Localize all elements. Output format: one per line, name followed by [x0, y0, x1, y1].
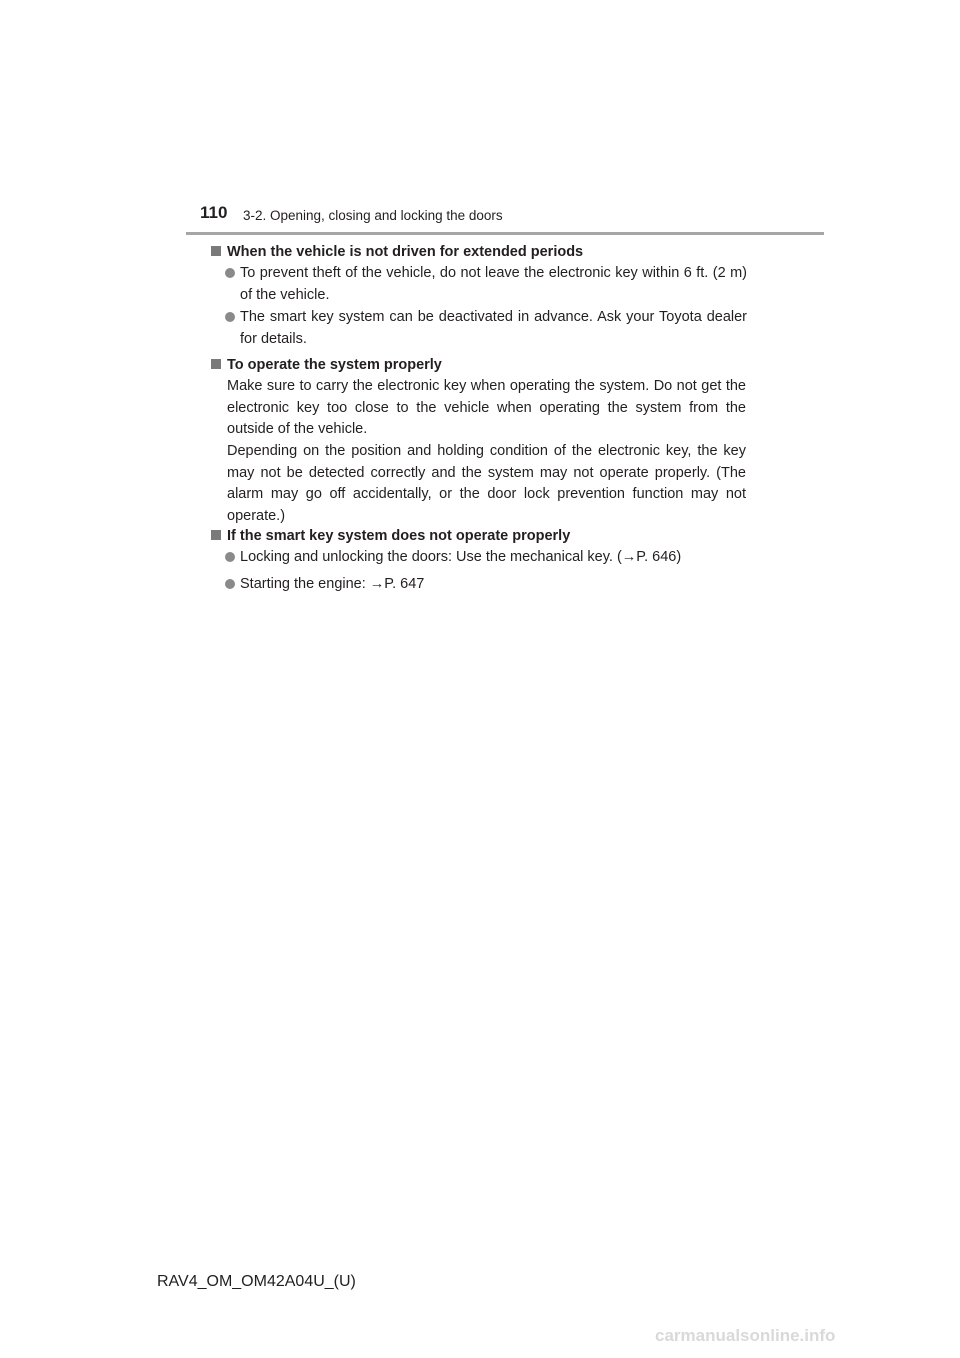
circle-bullet-icon — [225, 552, 235, 562]
circle-bullet-icon — [225, 312, 235, 322]
list-item — [225, 547, 747, 569]
square-bullet-icon — [211, 246, 221, 256]
section-title: 3-2. Opening, closing and locking the doors — [243, 208, 503, 223]
list-item-text: Starting the engine: →P. 647 — [240, 576, 425, 592]
list-item-text: To prevent theft of the vehicle, do not leave the electronic key within 6 ft. (2 m) of the vehicle. — [240, 265, 747, 303]
section-heading: To operate the system properly — [211, 355, 442, 376]
square-bullet-icon — [211, 359, 221, 369]
list-item-text: The smart key system can be deactivated in advance. Ask your Toyota dealer for details. — [240, 309, 747, 347]
document-code: RAV4_OM_OM42A04U_(U) — [157, 1273, 356, 1290]
body-paragraph: Make sure to carry the electronic key when operating the system. Do not get the electronic key too close to the vehicle when operating the system from the outside of the vehicle. — [227, 378, 746, 437]
section-heading: If the smart key system does not operate properly — [211, 526, 570, 547]
list-item — [225, 263, 747, 306]
page-header — [0, 0, 960, 240]
body-paragraph: Depending on the position and holding condition of the electronic key, the key may not be detected correctly and the system may not operate properly. (The alarm may go off accidentally, or the door lock prevention function may not operate.) — [227, 443, 746, 524]
circle-bullet-icon — [225, 268, 235, 278]
header-rule — [186, 232, 824, 235]
circle-bullet-icon — [225, 579, 235, 589]
page-number: 110 — [200, 203, 228, 222]
list-item — [225, 574, 747, 596]
square-bullet-icon — [211, 530, 221, 540]
list-item-text: Locking and unlocking the doors: Use the mechanical key. (→P. 646) — [240, 549, 682, 565]
list-item — [225, 307, 747, 350]
section-heading: When the vehicle is not driven for extended periods — [211, 242, 583, 263]
watermark: carmanualsonline.info — [655, 1326, 836, 1345]
